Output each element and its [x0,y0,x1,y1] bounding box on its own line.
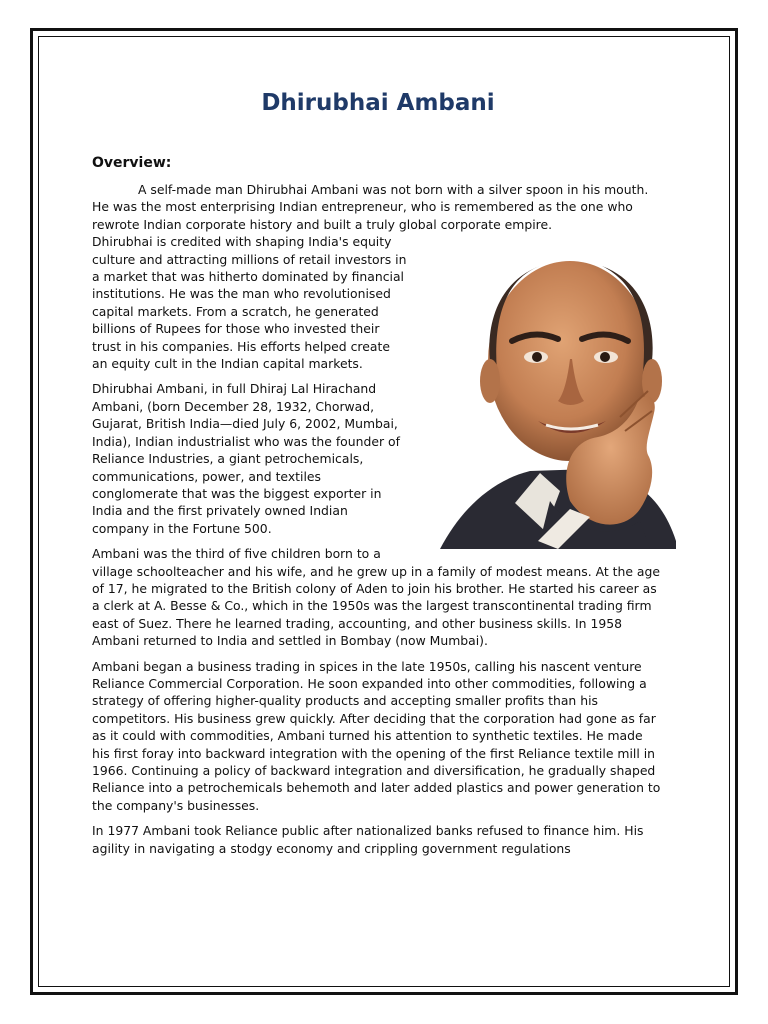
portrait-image [420,241,680,549]
portrait-illustration [420,241,680,549]
document-body [92,88,664,865]
paragraph-business: Ambani began a business trading in spices in the late 1950s, calling his nascent venture Reliance Commercial Corporation. He soon expanded into other commodities, following a strategy of offering higher-quality products and accepting smaller profits than his competitors. His business grew quickly. After deciding that the corporation had gone as far as it could with commodities, Ambani turned his attention to synthetic textiles. He made his first foray into backward integration with the opening of the first Reliance textile mill in 1966. Continuing a policy of backward integration and diversification, he gradually shaped Reliance into a petrochemicals behemoth and later added plastics and power generation to the company's businesses. [92,658,661,813]
paragraph-biography: Dhirubhai Ambani, in full Dhiraj Lal Hirachand Ambani, (born December 28, 1932, Chorwad, Gujarat, British India—died July 6, 2002, Mumbai, India), Indian industrialist who was the founder of Reliance Industries, a giant petrochemicals, communications, power, and textiles conglomerate that was the biggest exporter in India and the first privately owned Indian company in the Fortune 500. [92,381,400,536]
paragraph-intro-lead-text: A self-made man Dhirubhai Ambani was not born with a silver spoon in his mouth. He was the most enterprising Indian entrepreneur, who is remembered as the one who rewrote Indian corporate history and built a truly global corporate empire. [92,182,649,232]
paragraph-public-listing: In 1977 Ambani took Reliance public after nationalized banks refused to finance him. His agility in navigating a stodgy economy and crippling government regulations [92,823,644,856]
page-title: Dhirubhai Ambani [261,90,495,116]
section-heading-overview: Overview: [92,155,172,171]
paragraph-early-life: Ambani was the third of five children born to a village schoolteacher and his wife, and he grew up in a family of modest means. At the age of 17, he migrated to the British colony of Aden to join his brother. He started his career as a clerk at A. Besse & Co., which in the 1950s was the largest transcontinental trading firm east of Suez. There he learned trading, accounting, and other business skills. In 1958 Ambani returned to India and settled in Bombay (now Mumbai). [92,546,660,649]
paragraph-intro-lead [92,181,664,233]
paragraph-intro-wrap: Dhirubhai is credited with shaping India's equity culture and attracting millions of retail investors in a market that was hitherto dominated by financial institutions. He was the man who revolutionised capital markets. From a scratch, he generated billions of Rupees for those who invested their trust in his companies. His efforts helped create an equity cult in the Indian capital markets. [92,234,407,372]
